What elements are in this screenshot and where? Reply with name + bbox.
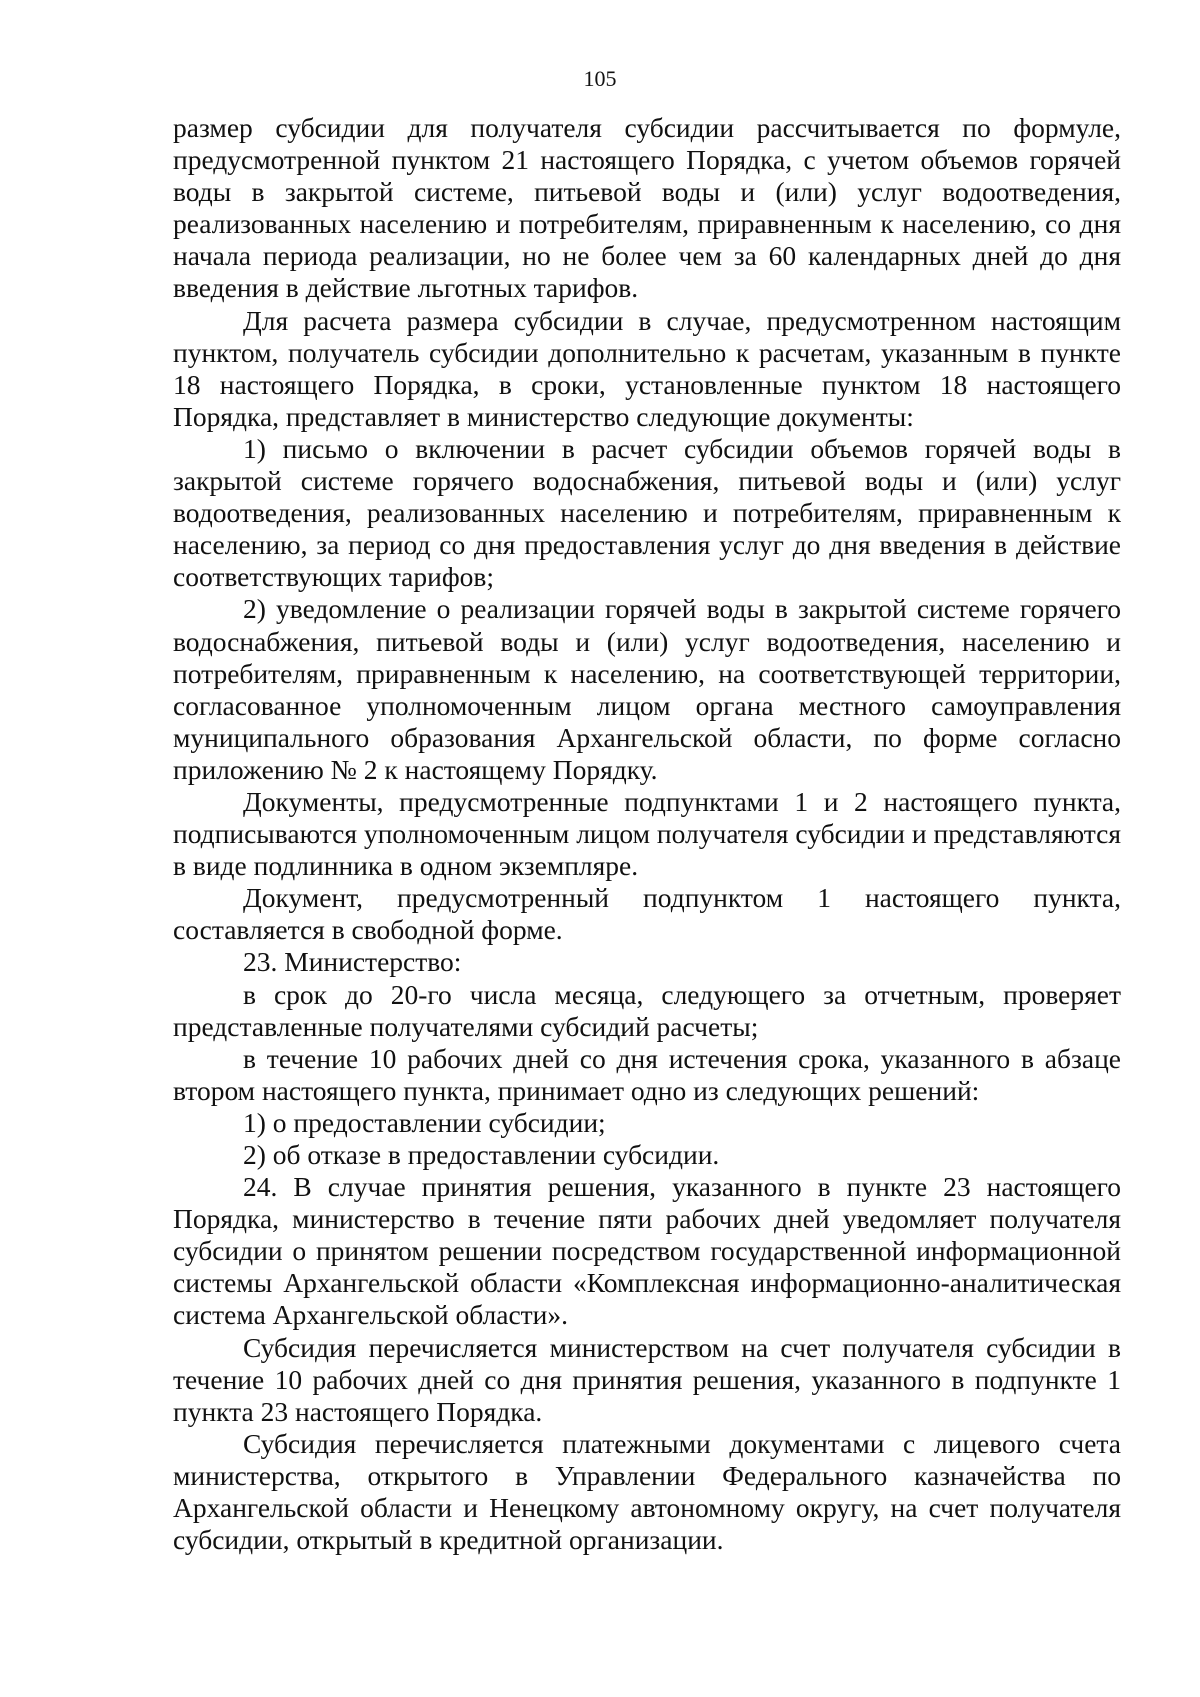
- paragraph-8: в срок до 20-го числа месяца, следующего за отчетным, проверяет представленные получателями субсидий расчеты;: [173, 978, 1121, 1042]
- paragraph-3: 1) письмо о включении в расчет субсидии объемов горячей воды в закрытой системе горячего водоснабжения, питьевой воды и (или) услуг водоотведения, реализованных населению и потребителям, приравненным к населению, за период со дня предоставления услуг до дня введения в действие соответствующих тарифов;: [173, 432, 1121, 593]
- paragraph-2: Для расчета размера субсидии в случае, предусмотренном настоящим пунктом, получатель субсидии дополнительно к расчетам, указанным в пункте 18 настоящего Порядка, в сроки, установленные пунктом 18 настоящего Порядка, представляет в министерство следующие документы:: [173, 304, 1121, 432]
- list-item-1: 1) о предоставлении субсидии;: [243, 1106, 606, 1138]
- section-heading-23: 23. Министерство:: [243, 946, 462, 978]
- paragraph-5: Документы, предусмотренные подпунктами 1 и 2 настоящего пункта, подписываются уполномоченным лицом получателя субсидии и представляются в виде подлинника в одном экземпляре.: [173, 785, 1121, 882]
- document-body: [173, 112, 1121, 1556]
- paragraph-14: Субсидия перечисляется платежными документами с лицевого счета министерства, открытого в Управлении Федерального казначейства по Архангельской области и Ненецкому автономному округу, на счет получателя субсидии, открытый в кредитной организации.: [173, 1427, 1121, 1556]
- paragraph-24: 24. В случае принятия решения, указанного в пункте 23 настоящего Порядка, министерство в течение пяти рабочих дней уведомляет получателя субсидии о принятом решении посредством государственной информационной системы Архангельской области «Комплексная информационно-аналитическая система Архангельской области».: [173, 1171, 1121, 1331]
- paragraph-4: 2) уведомление о реализации горячей воды в закрытой системе горячего водоснабжения, питьевой воды и (или) услуг водоотведения, населению и потребителям, приравненным к населению, на соответствующей территории, согласованное уполномоченным лицом органа местного самоуправления муниципального образования Архангельской области, по форме согласно приложению № 2 к настоящему Порядку.: [173, 593, 1121, 785]
- paragraph-9: в течение 10 рабочих дней со дня истечения срока, указанного в абзаце втором настоящего пункта, принимает одно из следующих решений:: [173, 1042, 1121, 1106]
- paragraph-1: размер субсидии для получателя субсидии рассчитывается по формуле, предусмотренной пунктом 21 настоящего Порядка, с учетом объемов горячей воды в закрытой системе, питьевой воды и (или) услуг водоотведения, реализованных населению и потребителям, приравненным к населению, со дня начала периода реализации, но не более чем за 60 календарных дней до дня введения в действие льготных тарифов.: [173, 112, 1121, 304]
- paragraph-6: Документ, предусмотренный подпунктом 1 настоящего пункта, составляется в свободной форме.: [173, 882, 1121, 946]
- list-item-2: 2) об отказе в предоставлении субсидии.: [243, 1139, 720, 1170]
- page-number: 105: [583, 66, 617, 91]
- paragraph-13: Субсидия перечисляется министерством на счет получателя субсидии в течение 10 рабочих дней со дня принятия решения, указанного в подпункте 1 пункта 23 настоящего Порядка.: [173, 1331, 1121, 1427]
